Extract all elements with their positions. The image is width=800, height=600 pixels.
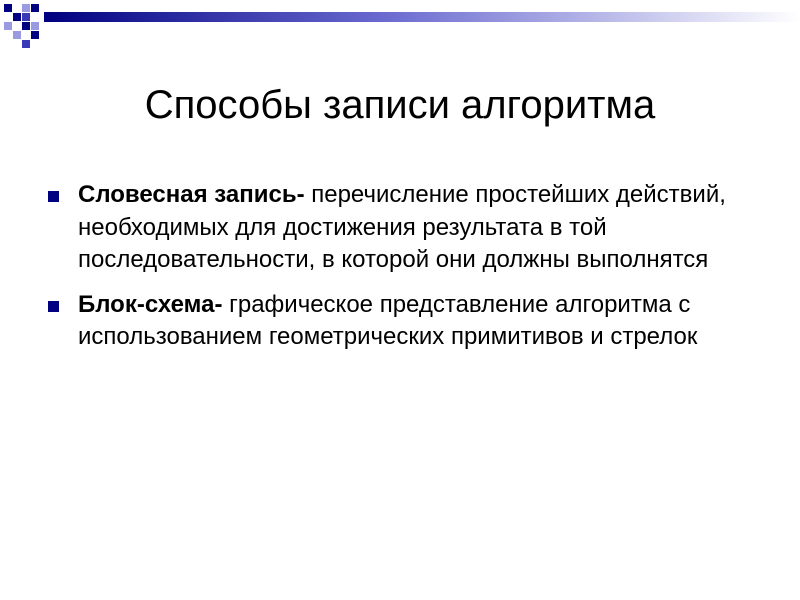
deco-square bbox=[22, 4, 30, 12]
deco-square bbox=[22, 40, 30, 48]
deco-square bbox=[13, 4, 21, 12]
bullet-text: перечисление простейших действий, необходимых для достижения результата в той последовательности, в которой они должны выполнятся bbox=[78, 181, 726, 273]
bullet-item-flowchart bbox=[46, 289, 746, 354]
deco-square bbox=[13, 13, 21, 21]
slide-title: Способы записи алгоритма bbox=[144, 83, 656, 127]
bullet-list bbox=[46, 179, 746, 366]
decorative-header-band bbox=[0, 0, 800, 56]
decorative-squares-icon bbox=[0, 0, 60, 56]
deco-square bbox=[31, 22, 39, 30]
deco-square bbox=[22, 13, 30, 21]
deco-square bbox=[31, 4, 39, 12]
deco-square bbox=[4, 4, 12, 12]
deco-square bbox=[4, 22, 12, 30]
bullet-item-verbal bbox=[46, 179, 746, 277]
deco-square bbox=[13, 31, 21, 39]
bullet-term: Словесная запись- bbox=[78, 181, 305, 208]
header-gradient-bar bbox=[44, 12, 800, 22]
deco-square bbox=[31, 31, 39, 39]
deco-square bbox=[22, 22, 30, 30]
square-bullet-icon bbox=[48, 191, 59, 202]
bullet-term: Блок-схема- bbox=[78, 290, 223, 318]
square-bullet-icon bbox=[48, 301, 59, 312]
bullet-text: графическое представление алгоритма с использованием геометрических примитивов и стрелок bbox=[78, 290, 698, 350]
